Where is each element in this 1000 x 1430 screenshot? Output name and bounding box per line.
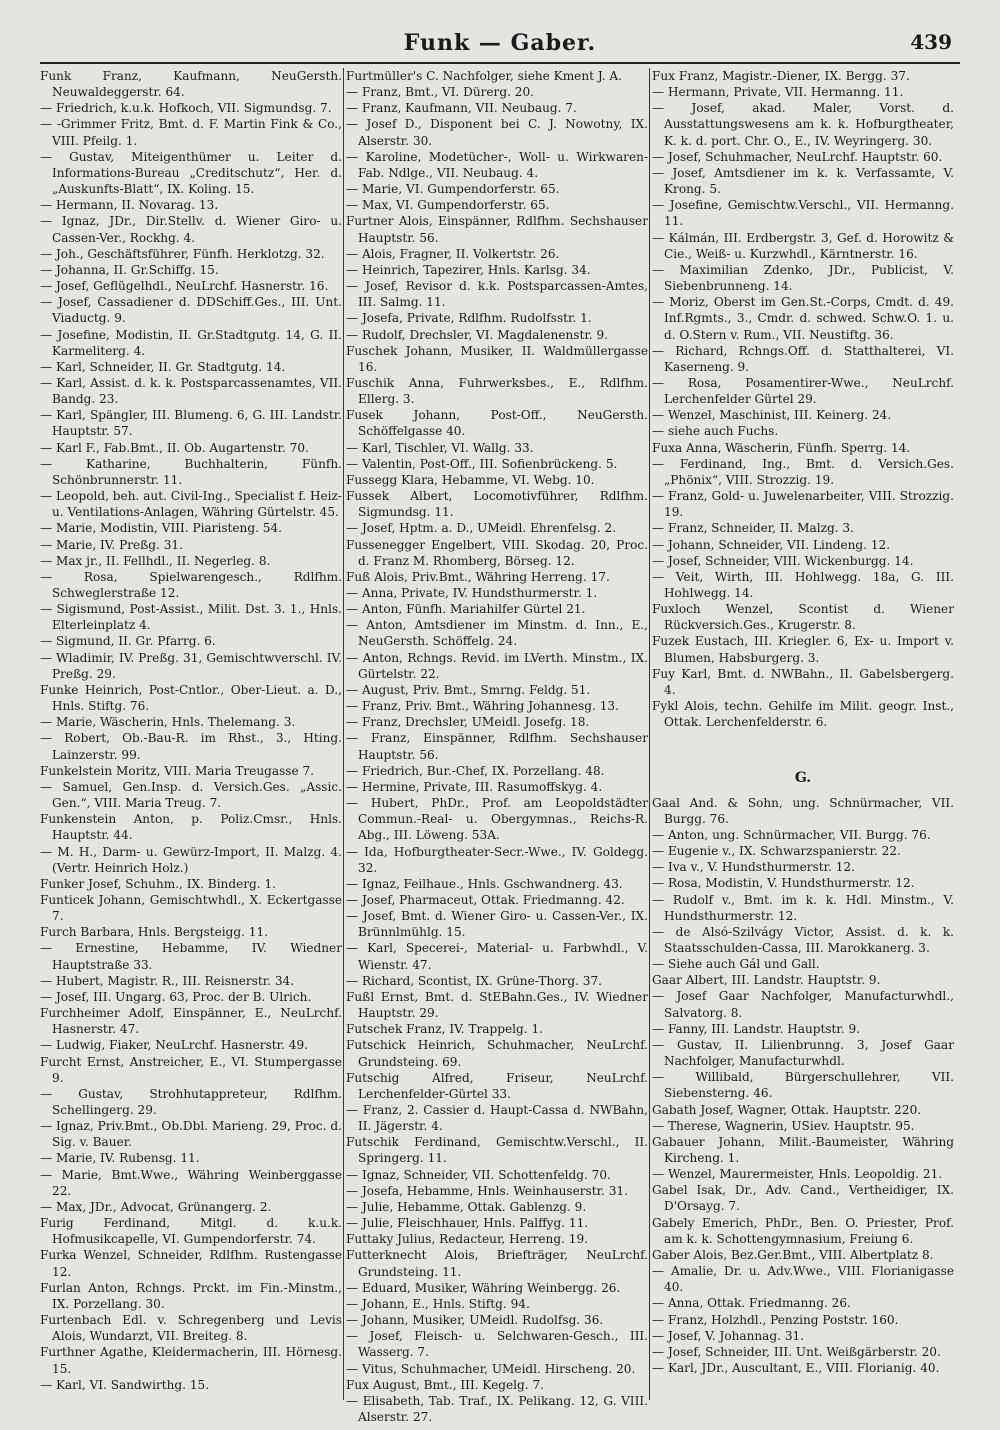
directory-entry: — August, Priv. Bmt., Smrng. Feldg. 51.: [346, 682, 591, 697]
directory-entry: — Karl F., Fab.Bmt., II. Ob. Augartenstr. 70.: [40, 440, 309, 455]
directory-entry: Futschik Ferdinand, Gemischtw.Verschl., II. Springerg. 11.: [346, 1135, 648, 1166]
directory-entry: — Marie, Wäscherin, Hnls. Thelemang. 3.: [40, 715, 296, 730]
directory-entry: — Franz, Priv. Bmt., Währing Johannesg. 13.: [346, 699, 619, 714]
directory-entry: — Rosa, Posamentirer-Wwe., NeuLrchf. Lerchenfelder Gürtel 29.: [652, 375, 954, 407]
directory-entry: — Franz, Bmt., VI. Dürerg. 20.: [346, 85, 534, 100]
directory-entry: Fux August, Bmt., III. Kegelg. 7.: [346, 1377, 545, 1392]
directory-entry: — Willibald, Bürgerschullehrer, VII. Siebensterng. 46.: [652, 1070, 954, 1101]
column-right: [652, 68, 954, 1376]
directory-entry: — Julie, Fleischhauer, Hnls. Palffyg. 11.: [346, 1216, 589, 1231]
page-header: [40, 30, 960, 60]
directory-entry: — Richard, Rchngs.Off. d. Statthalterei, VI. Kaserneng. 9.: [652, 343, 954, 374]
directory-entry: — Ignaz, JDr., Dir.Stellv. d. Wiener Giro- u. Cassen-Ver., Rockhg. 4.: [40, 214, 342, 245]
directory-entry: — de Alsó-Szilvágy Victor, Assist. d. k. k. Staatsschulden-Cassa, III. Marokkanerg. 3.: [652, 924, 954, 955]
directory-entry: — -Grimmer Fritz, Bmt. d. F. Martin Fink & Co., VIII. Pfeilg. 1.: [40, 117, 342, 148]
directory-entry: Fussenegger Engelbert, VIII. Skodag. 20, Proc. d. Franz M. Rhomberg, Börseg. 12.: [346, 537, 648, 568]
directory-entry: — Josef, akad. Maler, Vorst. d. Ausstattungswesens am k. k. Hofburgtheater, K. k. d. port. Chr. O., E., IV. Weyringerg. 30.: [652, 101, 954, 148]
entries-f: [652, 68, 954, 730]
directory-entry: — Max, JDr., Advocat, Grünangerg. 2.: [40, 1199, 272, 1214]
directory-entry: Fuschik Anna, Fuhrwerksbes., E., Rdlfhm. Ellerg. 3.: [346, 375, 648, 407]
section-letter: G.: [794, 770, 812, 787]
directory-entry: — Anna, Private, IV. Hundsthurmerstr. 1.: [346, 586, 598, 600]
column-left: [40, 68, 342, 1393]
directory-entry: — Amalie, Dr. u. Adv.Wwe., VIII. Florianigasse 40.: [652, 1264, 954, 1295]
directory-entry: Futschig Alfred, Friseur, NeuLrchf. Lerchenfelder-Gürtel 33.: [346, 1070, 648, 1101]
directory-entry: — Veit, Wirth, III. Hohlwegg. 18a, G. III. Hohlwegg. 14.: [652, 569, 954, 600]
header-rule: [40, 62, 960, 64]
directory-entry: — Rosa, Spielwarengesch., Rdlfhm. Schweglerstraße 12.: [40, 569, 342, 600]
directory-entry: — Anna, Ottak. Friedmanng. 26.: [652, 1296, 851, 1311]
directory-entry: — Hermine, Private, III. Rasumoffskyg. 4.: [346, 779, 603, 794]
directory-entry: — Hubert, PhDr., Prof. am Leopoldstädter Commun.-Real- u. Obergymnas., Reichs-R. Abg., III. Löweng. 53A.: [346, 796, 648, 843]
directory-entry: Funkelstein Moritz, VIII. Maria Treugasse 7.: [40, 763, 315, 778]
directory-entry: Furig Ferdinand, Mitgl. d. k.u.k. Hofmusikcapelle, VI. Gumpendorferstr. 74.: [40, 1216, 342, 1247]
directory-entry: Futtaky Julius, Redacteur, Herreng. 19.: [346, 1232, 588, 1247]
directory-entry: — Franz, 2. Cassier d. Haupt-Cassa d. NWBahn, II. Jägerstr. 4.: [346, 1103, 648, 1134]
directory-entry: — Richard, Scontist, IX. Grüne-Thorg. 37.: [346, 973, 602, 988]
directory-entry: Fußl Ernst, Bmt. d. StEBahn.Ges., IV. Wiedner Hauptstr. 29.: [346, 989, 648, 1021]
directory-entry: — Alois, Fragner, II. Volkertstr. 26.: [346, 246, 560, 261]
directory-entry: — Wladimir, IV. Preßg. 31, Gemischtwverschl. IV. Preßg. 29.: [40, 650, 342, 681]
directory-entry: Furtenbach Edl. v. Schregenberg und Levis Alois, Wundarzt, VII. Breiteg. 8.: [40, 1313, 342, 1344]
directory-entry: Fuy Karl, Bmt. d. NWBahn., II. Gabelsbergerg. 4.: [652, 666, 954, 697]
directory-entry: Gaal And. & Sohn, ung. Schnürmacher, VII. Burgg. 76.: [652, 795, 954, 826]
directory-entry: — Ludwig, Fiaker, NeuLrchf. Hasnerstr. 49.: [40, 1038, 309, 1053]
directory-entry: Furka Wenzel, Schneider, Rdlfhm. Rustengasse 12.: [40, 1248, 342, 1279]
directory-entry: Futschick Heinrich, Schuhmacher, NeuLrchf. Grundsteing. 69.: [346, 1038, 648, 1069]
directory-entry: — Josef, Bmt. d. Wiener Giro- u. Cassen-Ver., IX. Brünnlmühlg. 15.: [346, 909, 648, 940]
directory-entry: — Josef Gaar Nachfolger, Manufacturwhdl., Salvatorg. 8.: [652, 989, 954, 1020]
directory-entry: — Ignaz, Schneider, VII. Schottenfeldg. 70.: [346, 1167, 611, 1182]
directory-entry: — Max, VI. Gumpendorferstr. 65.: [346, 198, 550, 213]
directory-entry: — Josef, Pharmaceut, Ottak. Friedmanng. 42.: [346, 892, 625, 907]
directory-entry: — Hubert, Magistr. R., III. Reisnerstr. 34.: [40, 973, 295, 988]
directory-entry: Gabely Emerich, PhDr., Ben. O. Priester, Prof. am k. k. Schottengymnasium, Freiung 6.: [652, 1215, 954, 1246]
directory-entry: — Sigismund, Post-Assist., Milit. Dst. 3. 1., Hnls. Elterleinplatz 4.: [40, 602, 342, 633]
directory-entry: — Anton, Amtsdiener im Minstm. d. Inn., E., NeuGersth. Schöffelg. 24.: [346, 618, 648, 649]
directory-entry: — Iva v., V. Hundsthurmerstr. 12.: [652, 860, 855, 875]
directory-entry: Gabel Isak, Dr., Adv. Cand., Vertheidiger, IX. D'Orsayg. 7.: [652, 1183, 954, 1214]
directory-entry: — Johann, Musiker, UMeidl. Rudolfsg. 36.: [346, 1313, 604, 1328]
directory-entry: — Josefine, Modistin, II. Gr.Stadtgutg. 14, G. II. Karmeliterg. 4.: [40, 327, 342, 358]
directory-entry: — Franz, Kaufmann, VII. Neubaug. 7.: [346, 101, 577, 116]
directory-entry: — Franz, Gold- u. Juwelenarbeiter, VIII. Strozzig. 19.: [652, 489, 954, 520]
directory-entry: — Josefa, Hebamme, Hnls. Weinhauserstr. 31.: [346, 1183, 628, 1198]
directory-entry: — Vitus, Schuhmacher, UMeidl. Hirscheng. 20.: [346, 1361, 636, 1376]
directory-entry: — Josef, Fleisch- u. Selchwaren-Gesch., III. Wasserg. 7.: [346, 1329, 648, 1360]
directory-entry: — Marie, VI. Gumpendorferstr. 65.: [346, 182, 560, 197]
directory-entry: — Rudolf v., Bmt. im k. k. Hdl. Minstm., V. Hundsthurmerstr. 12.: [652, 892, 954, 923]
directory-entry: — Wenzel, Maschinist, III. Keinerg. 24.: [652, 408, 892, 423]
directory-entry: — Karl, Tischler, VI. Wallg. 33.: [346, 440, 534, 455]
directory-entry: Fuschek Johann, Musiker, II. Waldmüllergasse 16.: [346, 343, 648, 374]
directory-entry: — Josef, Geflügelhdl., NeuLrchf. Hasnerstr. 16.: [40, 279, 329, 294]
directory-entry: — Eduard, Musiker, Währing Weinbergg. 26.: [346, 1280, 621, 1295]
directory-entry: Funkenstein Anton, p. Poliz.Cmsr., Hnls. Hauptstr. 44.: [40, 812, 342, 843]
directory-entry: Futterknecht Alois, Briefträger, NeuLrchf. Grundsteing. 11.: [346, 1248, 648, 1279]
directory-entry: Furtmüller's C. Nachfolger, siehe Kment J. A.: [346, 69, 623, 83]
directory-entry: — Fanny, III. Landstr. Hauptstr. 9.: [652, 1021, 861, 1036]
directory-entry: — Ignaz, Feilhaue., Hnls. Gschwandnerg. 43.: [346, 876, 623, 891]
column-middle: [346, 68, 648, 1425]
directory-entry: — Karl, JDr., Auscultant, E., VIII. Florianig. 40.: [652, 1361, 940, 1376]
directory-entry: — Josef, Cassadiener d. DDSchiff.Ges., III. Unt. Viaductg. 9.: [40, 295, 342, 326]
directory-entry: Fussegg Klara, Hebamme, VI. Webg. 10.: [346, 472, 595, 487]
directory-entry: Fux Franz, Magistr.-Diener, IX. Bergg. 37.: [652, 69, 910, 83]
directory-entry: — Gustav, II. Lilienbrunng. 3, Josef Gaar Nachfolger, Manufacturwhdl.: [652, 1037, 954, 1069]
directory-entry: — Gustav, Miteigenthümer u. Leiter d. Informations-Bureau „Creditschutz“, Her. d. „Auskunfts-Blatt“, IX. Koling. 15.: [40, 149, 342, 197]
directory-entry: — Eugenie v., IX. Schwarzspanierstr. 22.: [652, 844, 901, 859]
directory-entry: — Ferdinand, Ing., Bmt. d. Versich.Ges. „Phönix“, VIII. Strozzig. 19.: [652, 456, 954, 487]
directory-entry: — Karl, Schneider, II. Gr. Stadtgutg. 14.: [40, 359, 286, 374]
directory-entry: Fuxloch Wenzel, Scontist d. Wiener Rückversich.Ges., Krugerstr. 8.: [652, 602, 954, 633]
directory-entry: — Robert, Ob.-Bau-R. im Rhst., 3., Hting. Lainzerstr. 99.: [40, 731, 342, 762]
directory-entry: Fusek Johann, Post-Off., NeuGersth. Schöffelgasse 40.: [346, 408, 648, 439]
directory-entry: — Elisabeth, Tab. Traf., IX. Pelikang. 12, G. VIII. Alserstr. 27.: [346, 1393, 648, 1424]
directory-entry: Fuzek Eustach, III. Kriegler. 6, Ex- u. Import v. Blumen, Habsburgerg. 3.: [652, 634, 954, 665]
directory-entry: — Karoline, Modetücher-, Woll- u. Wirkwaren-Fab. Ndlge., VII. Neubaug. 4.: [346, 149, 648, 180]
directory-entry: — Franz, Drechsler, UMeidl. Josefg. 18.: [346, 715, 590, 730]
entries-g: [652, 795, 954, 1377]
directory-entry: — siehe auch Fuchs.: [652, 424, 779, 439]
directory-entry: — Hermann, Private, VII. Hermanng. 11.: [652, 85, 904, 100]
directory-entry: — Anton, Fünfh. Mariahilfer Gürtel 21.: [346, 602, 586, 617]
directory-entry: — Karl, Assist. d. k. k. Postsparcassenamtes, VII. Bandg. 23.: [40, 375, 342, 407]
directory-entry: — Gustav, Strohhutappreteur, Rdlfhm. Schellingerg. 29.: [40, 1086, 342, 1117]
directory-entry: — Katharine, Buchhalterin, Fünfh. Schönbrunnerstr. 11.: [40, 456, 342, 487]
directory-entry: Furtner Alois, Einspänner, Rdlfhm. Sechshauser Hauptstr. 56.: [346, 214, 648, 245]
directory-entry: Funk Franz, Kaufmann, NeuGersth. Neuwaldeggerstr. 64.: [40, 69, 342, 100]
directory-entry: — Moriz, Oberst im Gen.St.-Corps, Cmdt. d. 49. Inf.Rgmts., 3., Cmdr. d. schwed. Schw.O. 1. u. d. O.Stern v. Rum., VII. Neustiftg. 36.: [652, 295, 954, 342]
directory-entry: — Kálmán, III. Erdbergstr. 3, Gef. d. Horowitz & Cie., Weiß- u. Kurzwhdl., Kärntnerstr. 16.: [652, 230, 954, 261]
directory-entry: — Josef, III. Ungarg. 63, Proc. der B. Ulrich.: [40, 989, 312, 1004]
directory-entry: — Ignaz, Priv.Bmt., Ob.Dbl. Marieng. 29, Proc. d. Sig. v. Bauer.: [40, 1119, 342, 1150]
directory-entry: Funker Josef, Schuhm., IX. Binderg. 1.: [40, 876, 276, 891]
directory-entry: Fussek Albert, Locomotivführer, Rdlfhm. Sigmundsg. 11.: [346, 489, 648, 520]
directory-entry: — Max jr., II. Fellhdl., II. Negerleg. 8.: [40, 553, 271, 568]
directory-entry: — Friedrich, Bur.-Chef, IX. Porzellang. 48.: [346, 763, 605, 778]
directory-entry: — Franz, Schneider, II. Malzg. 3.: [652, 521, 854, 536]
directory-entry: Furlan Anton, Rchngs. Prckt. im Fin.-Minstm., IX. Porzellang. 30.: [40, 1280, 342, 1311]
directory-entry: — Rosa, Modistin, V. Hundsthurmerstr. 12.: [652, 876, 915, 891]
directory-entry: Gaber Alois, Bez.Ger.Bmt., VIII. Albertplatz 8.: [652, 1247, 934, 1262]
directory-entry: — Josef, Amtsdiener im k. k. Verfassamte, V. Krong. 5.: [652, 165, 954, 197]
directory-entry: — Josef, Schneider, III. Unt. Weißgärberstr. 20.: [652, 1344, 941, 1359]
directory-entry: Funke Heinrich, Post-Cntlor., Ober-Lieut. a. D., Hnls. Stiftg. 76.: [40, 682, 342, 714]
directory-entry: — Franz, Einspänner, Rdlfhm. Sechshauser Hauptstr. 56.: [346, 731, 648, 762]
directory-entry: Funticek Johann, Gemischtwhdl., X. Eckertgasse 7.: [40, 892, 342, 924]
directory-entry: — Josef, V. Johannag. 31.: [652, 1328, 805, 1343]
column-divider: [649, 68, 650, 1400]
directory-entry: Furch Barbara, Hnls. Bergsteigg. 11.: [40, 925, 269, 940]
directory-entry: — Anton, Rchngs. Revid. im LVerth. Minstm., IX. Gürtelstr. 22.: [346, 650, 648, 681]
directory-entry: — Ida, Hofburgtheater-Secr.-Wwe., IV. Goldegg. 32.: [346, 844, 648, 875]
directory-entry: — Friedrich, k.u.k. Hofkoch, VII. Sigmundsg. 7.: [40, 101, 332, 116]
directory-entry: — Johann, E., Hnls. Stiftg. 94.: [346, 1296, 530, 1311]
directory-entry: Furcht Ernst, Anstreicher, E., VI. Stumpergasse 9.: [40, 1054, 342, 1085]
directory-entry: — Joh., Geschäftsführer, Fünfh. Herklotzg. 32.: [40, 246, 325, 261]
directory-entry: — Josef, Schuhmacher, NeuLrchf. Hauptstr. 60.: [652, 149, 943, 164]
directory-entry: — Marie, IV. Preßg. 31.: [40, 537, 183, 552]
directory-entry: Fuxa Anna, Wäscherin, Fünfh. Sperrg. 14.: [652, 440, 911, 455]
directory-entry: Futschek Franz, IV. Trappelg. 1.: [346, 1022, 543, 1037]
column-divider: [343, 68, 344, 1400]
directory-entry: — Marie, Modistin, VIII. Piaristeng. 54.: [40, 521, 283, 536]
directory-entry: — Josef D., Disponent bei C. J. Nowotny, IX. Alserstr. 30.: [346, 117, 648, 148]
directory-entry: — Josef, Revisor d. k.k. Postsparcassen-Amtes, III. Salmg. 11.: [346, 279, 648, 310]
directory-entry: — Josefine, Gemischtw.Verschl., VII. Hermanng. 11.: [652, 198, 954, 229]
directory-entry: — Marie, Bmt.Wwe., Währing Weinberggasse 22.: [40, 1167, 342, 1198]
directory-entry: Furthner Agathe, Kleidermacherin, III. Hörnesg. 15.: [40, 1345, 342, 1376]
directory-entry: — Karl, VI. Sandwirthg. 15.: [40, 1377, 210, 1392]
directory-entry: — Samuel, Gen.Insp. d. Versich.Ges. „Assic. Gen.“, VIII. Maria Treug. 7.: [40, 779, 342, 811]
directory-entry: — Karl, Specerei-, Material- u. Farbwhdl., V. Wienstr. 47.: [346, 941, 648, 972]
directory-entry: — Anton, ung. Schnürmacher, VII. Burgg. 76.: [652, 827, 931, 842]
directory-entry: Gabath Josef, Wagner, Ottak. Hauptstr. 220.: [652, 1102, 922, 1117]
directory-entry: — Heinrich, Tapezirer, Hnls. Karlsg. 34.: [346, 262, 591, 277]
directory-entry: — Johanna, II. Gr.Schiffg. 15.: [40, 262, 219, 277]
directory-entry: — Franz, Holzhdl., Penzing Poststr. 160.: [652, 1312, 899, 1327]
directory-entry: — Valentin, Post-Off., III. Sofienbrückeng. 5.: [346, 456, 618, 471]
directory-entry: Furchheimer Adolf, Einspänner, E., NeuLrchf. Hasnerstr. 47.: [40, 1006, 342, 1037]
page-title: Funk — Gaber.: [403, 30, 597, 56]
directory-entry: — Josefa, Private, Rdlfhm. Rudolfsstr. 1.: [346, 311, 592, 326]
directory-entry: — Johann, Schneider, VII. Lindeng. 12.: [652, 537, 891, 552]
directory-entry: — Ernestine, Hebamme, IV. Wiedner Hauptstraße 33.: [40, 941, 342, 972]
directory-entry: — Marie, IV. Rubensg. 11.: [40, 1151, 200, 1166]
directory-entry: Fuß Alois, Priv.Bmt., Währing Herreng. 17.: [346, 569, 610, 584]
directory-entry: — Rudolf, Drechsler, VI. Magdalenenstr. 9.: [346, 327, 609, 342]
page-number: 439: [910, 30, 952, 54]
directory-entry: Gabauer Johann, Milit.-Baumeister, Währing Kircheng. 1.: [652, 1134, 954, 1165]
directory-entry: — M. H., Darm- u. Gewürz-Import, II. Malzg. 4. (Vertr. Heinrich Holz.): [40, 844, 342, 875]
directory-entry: — Leopold, beh. aut. Civil-Ing., Specialist f. Heiz- u. Ventilations-Anlagen, Währing Gürtelstr. 45.: [40, 489, 342, 520]
directory-entry: — Wenzel, Maurermeister, Hnls. Leopoldig. 21.: [652, 1167, 943, 1182]
directory-entry: — Siehe auch Gál und Gall.: [652, 957, 820, 972]
directory-entry: — Josef, Schneider, VIII. Wickenburgg. 14.: [652, 553, 914, 568]
directory-entry: — Julie, Hebamme, Ottak. Gablenzg. 9.: [346, 1199, 587, 1214]
directory-entry: Fykl Alois, techn. Gehilfe im Milit. geogr. Inst., Ottak. Lerchenfelderstr. 6.: [652, 699, 954, 730]
directory-entry: — Hermann, II. Novarag. 13.: [40, 198, 219, 213]
directory-entry: — Maximilian Zdenko, JDr., Publicist, V. Siebenbrunneng. 14.: [652, 262, 954, 294]
directory-entry: Gaar Albert, III. Landstr. Hauptstr. 9.: [652, 973, 881, 988]
directory-entry: — Sigmund, II. Gr. Pfarrg. 6.: [40, 634, 216, 649]
directory-entry: — Josef, Hptm. a. D., UMeidl. Ehrenfelsg. 2.: [346, 521, 617, 536]
directory-entry: — Karl, Spängler, III. Blumeng. 6, G. III. Landstr. Hauptstr. 57.: [40, 408, 342, 439]
directory-entry: — Therese, Wagnerin, USiev. Hauptstr. 95.: [652, 1118, 915, 1133]
